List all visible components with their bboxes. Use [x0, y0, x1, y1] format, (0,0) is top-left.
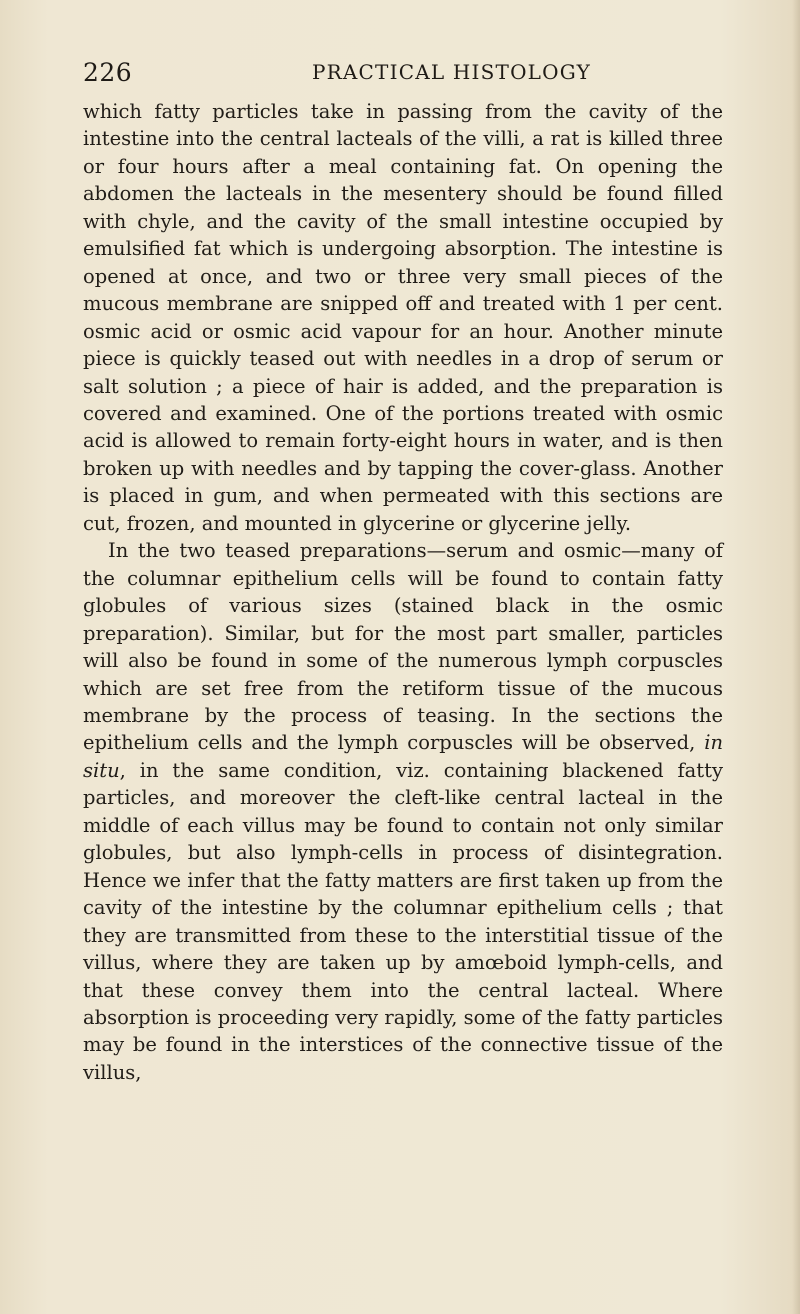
running-head: [83, 58, 723, 92]
running-title: PRACTICAL HISTOLOGY: [312, 60, 591, 84]
body-text: [83, 98, 723, 1086]
page-edge-shadow: [792, 0, 800, 1314]
paragraph-2-text-end: , in the same condition, viz. containing blackened fatty particles, and moreover the cleft-like central lacteal in the middle of each villus may be found to contain not only similar globules, but also lymph-cells in process of disintegration. Hence we infer that the fatty matters are first taken up from the cavity of the intestine by the columnar epithelium cells ; that they are transmitted from these to the interstitial tissue of the villus, where they are taken up by amœboid lymph-cells, and that these convey them into the central lacteal. Where absorption is proceeding very rapidly, some of the fatty particles may be found in the interstices of the connective tissue of the villus,: [83, 758, 723, 1084]
paragraph-2: [83, 537, 723, 1086]
paragraph-2-text-start: In the two teased preparations—serum and osmic—many of the columnar epithelium cells will be found to contain fatty globules of various sizes (stained black in the osmic preparation). Similar, but for the most part smaller, particles will also be found in some of the numerous lymph corpuscles which are set free from the retiform tissue of the mucous membrane by the process of teasing. In the sections the epithelium cells and the lymph corpuscles will be observed,: [83, 539, 723, 755]
italic-phrase-in-situ: in situ: [83, 731, 723, 782]
paragraph-1: which fatty particles take in passing from the cavity of the intestine into the central lacteals of the villi, a rat is killed three or four hours after a meal containing fat. On opening the abdomen the lacteals in the mesentery should be found filled with chyle, and the cavity of the small intestine occupied by emulsified fat which is undergoing absorption. The intestine is opened at once, and two or three very small pieces of the mucous membrane are snipped off and treated with 1 per cent. osmic acid or osmic acid vapour for an hour. Another minute piece is quickly teased out with needles in a drop of serum or salt solution ; a piece of hair is added, and the preparation is covered and examined. One of the portions treated with osmic acid is allowed to remain forty-eight hours in water, and is then broken up with needles and by tapping the cover-glass. Another is placed in gum, and when permeated with this sections are cut, frozen, and mounted in glycerine or glycerine jelly.: [83, 100, 723, 535]
page-number: 226: [83, 58, 133, 87]
